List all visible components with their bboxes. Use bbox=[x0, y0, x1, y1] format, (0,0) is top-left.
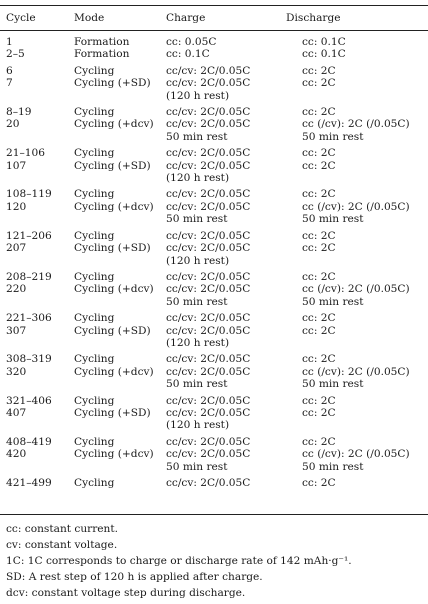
table-row bbox=[0, 312, 428, 324]
mode-cell: Cycling (+dcv) bbox=[74, 118, 154, 131]
cycle-cell: 421–499 bbox=[6, 477, 52, 489]
mode-cell: Cycling bbox=[74, 106, 115, 119]
discharge-cell: cc: 2C bbox=[302, 270, 336, 283]
mode-cell: Cycling (+dcv) bbox=[74, 283, 154, 296]
discharge-cell: cc: 2C bbox=[302, 229, 336, 242]
discharge-cell: cc (/cv): 2C (/0.05C) bbox=[302, 118, 410, 131]
mode-cell: Cycling bbox=[74, 188, 115, 201]
discharge-cell: cc: 2C bbox=[302, 477, 336, 489]
cycle-cell: 420 bbox=[6, 448, 27, 461]
table-row bbox=[0, 436, 428, 448]
charge-note-cell: (120 h rest) bbox=[166, 172, 230, 185]
table-row bbox=[0, 118, 428, 130]
discharge-cell: cc (/cv): 2C (/0.05C) bbox=[302, 365, 410, 378]
cycle-cell: 2–5 bbox=[6, 48, 25, 61]
cycle-cell bbox=[0, 419, 74, 431]
mode-cell: Cycling bbox=[74, 353, 115, 366]
mode-cell: Cycling (+SD) bbox=[74, 159, 151, 172]
footnote: 1C: 1C corresponds to charge or discharge rate of 142 mAh·g⁻¹. bbox=[6, 555, 352, 567]
discharge-note-cell bbox=[302, 90, 428, 102]
mode-cell: Formation bbox=[74, 48, 130, 61]
table-row bbox=[0, 230, 428, 242]
mode-cell bbox=[74, 90, 166, 102]
table-row bbox=[0, 448, 428, 460]
table-row-continuation bbox=[0, 461, 428, 473]
table-row-continuation bbox=[0, 90, 428, 102]
discharge-cell: cc: 2C bbox=[302, 147, 336, 160]
charge-cell: cc/cv: 2C/0.05C bbox=[166, 283, 251, 296]
mode-cell: Cycling (+SD) bbox=[74, 242, 151, 255]
cycle-cell bbox=[0, 90, 74, 102]
charge-cell: cc/cv: 2C/0.05C bbox=[166, 118, 251, 131]
discharge-cell: cc: 2C bbox=[302, 435, 336, 448]
charge-cell: cc/cv: 2C/0.05C bbox=[166, 147, 251, 160]
cycle-cell bbox=[0, 296, 74, 308]
cycle-cell: 208–219 bbox=[6, 270, 52, 283]
table-row bbox=[0, 477, 428, 489]
charge-cell: cc/cv: 2C/0.05C bbox=[166, 159, 251, 172]
cycle-cell: 6 bbox=[6, 64, 13, 77]
table-row bbox=[0, 36, 428, 48]
discharge-cell: cc (/cv): 2C (/0.05C) bbox=[302, 200, 410, 213]
cycle-cell: 107 bbox=[6, 159, 27, 172]
mode-cell bbox=[74, 461, 166, 473]
discharge-note-cell: 50 min rest bbox=[302, 130, 364, 143]
discharge-cell: cc (/cv): 2C (/0.05C) bbox=[302, 448, 410, 461]
discharge-cell: cc: 2C bbox=[302, 353, 336, 366]
charge-cell: cc/cv: 2C/0.05C bbox=[166, 229, 251, 242]
charge-note-cell: (120 h rest) bbox=[166, 254, 230, 267]
charge-cell: cc/cv: 2C/0.05C bbox=[166, 312, 251, 325]
discharge-note-cell: 50 min rest bbox=[302, 460, 364, 473]
table-row-continuation bbox=[0, 378, 428, 390]
charge-cell: cc/cv: 2C/0.05C bbox=[166, 448, 251, 461]
mode-cell bbox=[74, 419, 166, 431]
cycle-cell: 221–306 bbox=[6, 312, 52, 325]
cycle-cell: 307 bbox=[6, 324, 27, 337]
discharge-cell: cc: 2C bbox=[302, 159, 336, 172]
mode-cell: Cycling (+dcv) bbox=[74, 448, 154, 461]
discharge-note-cell bbox=[302, 419, 428, 431]
discharge-cell: cc: 2C bbox=[302, 64, 336, 77]
table-row bbox=[0, 366, 428, 378]
table-row bbox=[0, 65, 428, 77]
discharge-cell: cc: 2C bbox=[302, 106, 336, 119]
header-rule bbox=[0, 30, 428, 31]
table-row bbox=[0, 188, 428, 200]
footnote: dcv: constant voltage step during discharge. bbox=[6, 587, 246, 599]
charge-cell: cc/cv: 2C/0.05C bbox=[166, 365, 251, 378]
table-row-continuation bbox=[0, 131, 428, 143]
charge-cell: cc/cv: 2C/0.05C bbox=[166, 242, 251, 255]
table-row bbox=[0, 395, 428, 407]
charge-cell: cc: 0.05C bbox=[166, 36, 217, 48]
table-row bbox=[0, 325, 428, 337]
mode-cell bbox=[74, 213, 166, 225]
table-footnotes bbox=[6, 521, 352, 601]
cycle-cell: 21–106 bbox=[6, 147, 45, 160]
cycle-cell: 408–419 bbox=[6, 435, 52, 448]
mode-cell: Cycling bbox=[74, 435, 115, 448]
discharge-cell: cc: 0.1C bbox=[302, 36, 346, 48]
table-body bbox=[0, 36, 428, 489]
discharge-cell: cc: 2C bbox=[302, 77, 336, 90]
charge-cell: cc/cv: 2C/0.05C bbox=[166, 64, 251, 77]
cycle-cell: 120 bbox=[6, 200, 27, 213]
discharge-cell: cc: 2C bbox=[302, 242, 336, 255]
header-cycle: Cycle bbox=[6, 12, 36, 24]
charge-note-cell: 50 min rest bbox=[166, 460, 228, 473]
cycle-cell bbox=[0, 213, 74, 225]
mode-cell: Cycling (+SD) bbox=[74, 77, 151, 90]
mode-cell: Cycling (+SD) bbox=[74, 324, 151, 337]
cycle-cell: 121–206 bbox=[6, 229, 52, 242]
cycle-cell: 8–19 bbox=[6, 106, 32, 119]
cycle-cell: 220 bbox=[6, 283, 27, 296]
mode-cell bbox=[74, 255, 166, 267]
charge-cell: cc/cv: 2C/0.05C bbox=[166, 188, 251, 201]
footnote: cc: constant current. bbox=[6, 523, 118, 535]
discharge-cell: cc: 2C bbox=[302, 312, 336, 325]
mode-cell: Cycling bbox=[74, 394, 115, 407]
cycle-cell bbox=[0, 337, 74, 349]
cycle-cell bbox=[0, 461, 74, 473]
mode-cell bbox=[74, 296, 166, 308]
charge-note-cell: 50 min rest bbox=[166, 378, 228, 391]
discharge-cell: cc: 2C bbox=[302, 394, 336, 407]
charge-cell: cc/cv: 2C/0.05C bbox=[166, 324, 251, 337]
discharge-cell: cc (/cv): 2C (/0.05C) bbox=[302, 283, 410, 296]
charge-note-cell: 50 min rest bbox=[166, 213, 228, 226]
cycle-cell: 321–406 bbox=[6, 394, 52, 407]
top-rule bbox=[0, 5, 428, 6]
charge-cell: cc/cv: 2C/0.05C bbox=[166, 106, 251, 119]
cycle-cell bbox=[0, 172, 74, 184]
table-row bbox=[0, 77, 428, 89]
footnote: SD: A rest step of 120 h is applied after charge. bbox=[6, 571, 263, 583]
charge-cell: cc/cv: 2C/0.05C bbox=[166, 435, 251, 448]
cycle-cell bbox=[0, 255, 74, 267]
table-row-continuation bbox=[0, 172, 428, 184]
mode-cell: Cycling bbox=[74, 147, 115, 160]
mode-cell: Cycling bbox=[74, 270, 115, 283]
discharge-cell: cc: 2C bbox=[302, 324, 336, 337]
discharge-cell: cc: 0.1C bbox=[302, 48, 346, 61]
cycle-cell: 1 bbox=[6, 36, 13, 48]
cycle-cell: 108–119 bbox=[6, 188, 52, 201]
table-row bbox=[0, 407, 428, 419]
footnote: cv: constant voltage. bbox=[6, 539, 118, 551]
header-charge: Charge bbox=[166, 12, 206, 24]
charge-note-cell: 50 min rest bbox=[166, 295, 228, 308]
charge-cell: cc: 0.1C bbox=[166, 48, 210, 61]
discharge-note-cell bbox=[302, 255, 428, 267]
table-row-continuation bbox=[0, 337, 428, 349]
charge-cell: cc/cv: 2C/0.05C bbox=[166, 477, 251, 489]
mode-cell: Cycling (+SD) bbox=[74, 406, 151, 419]
cycle-cell: 320 bbox=[6, 365, 27, 378]
bottom-rule bbox=[0, 514, 428, 515]
cycle-cell: 7 bbox=[6, 77, 13, 90]
cycle-cell: 308–319 bbox=[6, 353, 52, 366]
charge-cell: cc/cv: 2C/0.05C bbox=[166, 353, 251, 366]
charge-cell: cc/cv: 2C/0.05C bbox=[166, 394, 251, 407]
table-row bbox=[0, 48, 428, 60]
charge-note-cell: 50 min rest bbox=[166, 130, 228, 143]
charge-cell: cc/cv: 2C/0.05C bbox=[166, 200, 251, 213]
mode-cell: Cycling (+dcv) bbox=[74, 200, 154, 213]
table-row bbox=[0, 283, 428, 295]
table-row bbox=[0, 271, 428, 283]
table-row bbox=[0, 160, 428, 172]
charge-cell: cc/cv: 2C/0.05C bbox=[166, 77, 251, 90]
charge-cell: cc/cv: 2C/0.05C bbox=[166, 270, 251, 283]
mode-cell: Cycling bbox=[74, 312, 115, 325]
mode-cell: Cycling bbox=[74, 229, 115, 242]
cycle-cell: 207 bbox=[6, 242, 27, 255]
table-row-continuation bbox=[0, 255, 428, 267]
charge-cell: cc/cv: 2C/0.05C bbox=[166, 406, 251, 419]
mode-cell bbox=[74, 337, 166, 349]
header-discharge: Discharge bbox=[286, 12, 341, 24]
discharge-note-cell: 50 min rest bbox=[302, 378, 364, 391]
table-row bbox=[0, 201, 428, 213]
table-row bbox=[0, 242, 428, 254]
mode-cell: Formation bbox=[74, 36, 130, 48]
mode-cell bbox=[74, 172, 166, 184]
table-row bbox=[0, 106, 428, 118]
table-row bbox=[0, 147, 428, 159]
mode-cell bbox=[74, 131, 166, 143]
table-row-continuation bbox=[0, 213, 428, 225]
cycle-cell: 20 bbox=[6, 118, 20, 131]
charge-note-cell: (120 h rest) bbox=[166, 419, 230, 432]
cycle-cell bbox=[0, 131, 74, 143]
cycle-cell bbox=[0, 378, 74, 390]
mode-cell: Cycling (+dcv) bbox=[74, 365, 154, 378]
charge-note-cell: (120 h rest) bbox=[166, 336, 230, 349]
mode-cell bbox=[74, 378, 166, 390]
discharge-note-cell: 50 min rest bbox=[302, 295, 364, 308]
discharge-note-cell bbox=[302, 337, 428, 349]
table-row-continuation bbox=[0, 419, 428, 431]
discharge-cell: cc: 2C bbox=[302, 406, 336, 419]
cycle-table bbox=[0, 36, 428, 489]
discharge-note-cell bbox=[302, 172, 428, 184]
discharge-note-cell: 50 min rest bbox=[302, 213, 364, 226]
table-row bbox=[0, 353, 428, 365]
header-mode: Mode bbox=[74, 12, 105, 24]
mode-cell: Cycling bbox=[74, 477, 115, 489]
charge-note-cell: (120 h rest) bbox=[166, 89, 230, 102]
mode-cell: Cycling bbox=[74, 64, 115, 77]
discharge-cell: cc: 2C bbox=[302, 188, 336, 201]
cycle-cell: 407 bbox=[6, 406, 27, 419]
table-row-continuation bbox=[0, 296, 428, 308]
